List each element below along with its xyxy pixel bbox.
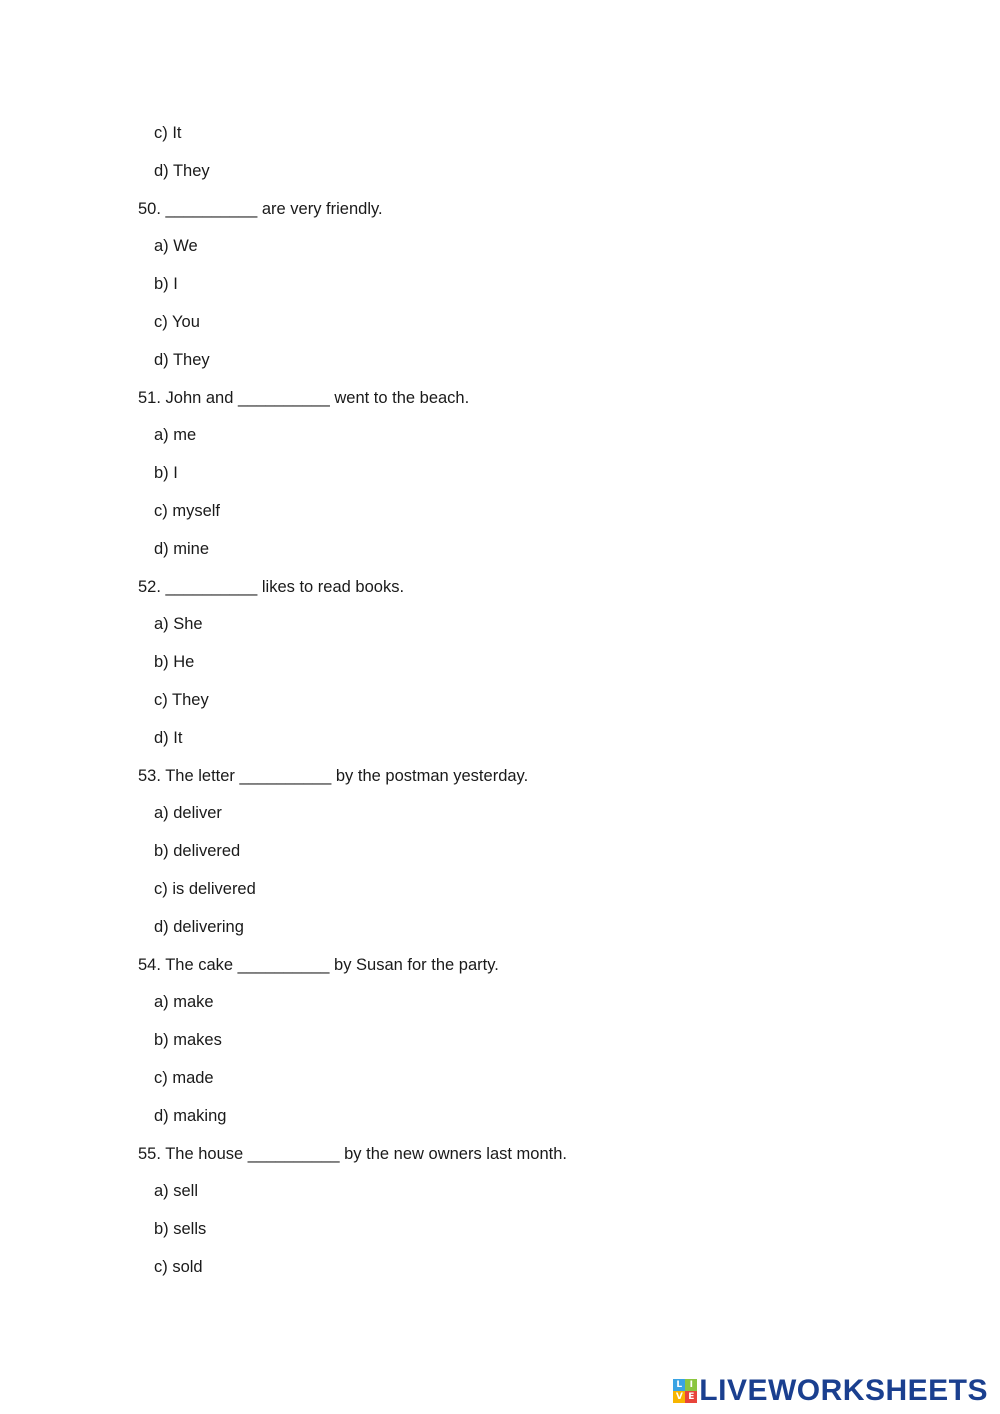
question-text: 54. The cake __________ by Susan for the party. <box>138 956 499 974</box>
answer-option: d) They <box>154 351 210 369</box>
liveworksheets-logo-icon <box>673 1379 697 1403</box>
answer-option: b) makes <box>154 1031 222 1049</box>
logo-tile: V <box>673 1391 685 1403</box>
brand-name: LIVEWORKSHEETS <box>699 1374 988 1407</box>
answer-option: c) It <box>154 124 182 142</box>
logo-tile: I <box>685 1379 697 1391</box>
answer-option: a) sell <box>154 1182 199 1200</box>
answer-option: a) She <box>154 615 203 633</box>
answer-option: c) myself <box>154 502 220 520</box>
answer-option: b) delivered <box>154 842 241 860</box>
answer-option: a) deliver <box>154 804 222 822</box>
answer-option: d) making <box>154 1107 227 1125</box>
logo-tile: E <box>685 1391 697 1403</box>
answer-option: c) You <box>154 313 200 331</box>
answer-option: c) sold <box>154 1258 203 1276</box>
answer-option: c) is delivered <box>154 880 256 898</box>
answer-option: d) delivering <box>154 918 244 936</box>
answer-option: c) They <box>154 691 209 709</box>
liveworksheets-branding[interactable] <box>673 1374 988 1408</box>
answer-option: a) We <box>154 237 198 255</box>
logo-tile: L <box>673 1379 685 1391</box>
question-text: 55. The house __________ by the new owners last month. <box>138 1145 567 1163</box>
answer-option: d) They <box>154 162 210 180</box>
answer-option: a) me <box>154 426 197 444</box>
question-text: 51. John and __________ went to the beach. <box>138 389 470 407</box>
answer-option: c) made <box>154 1069 214 1087</box>
answer-option: b) sells <box>154 1220 207 1238</box>
answer-option: a) make <box>154 993 214 1011</box>
question-text: 53. The letter __________ by the postman yesterday. <box>138 767 529 785</box>
answer-option: d) It <box>154 729 183 747</box>
question-text: 52. __________ likes to read books. <box>138 578 405 596</box>
answer-option: d) mine <box>154 540 210 558</box>
question-text: 50. __________ are very friendly. <box>138 200 383 218</box>
answer-option: b) I <box>154 275 178 293</box>
answer-option: b) He <box>154 653 195 671</box>
answer-option: b) I <box>154 464 178 482</box>
